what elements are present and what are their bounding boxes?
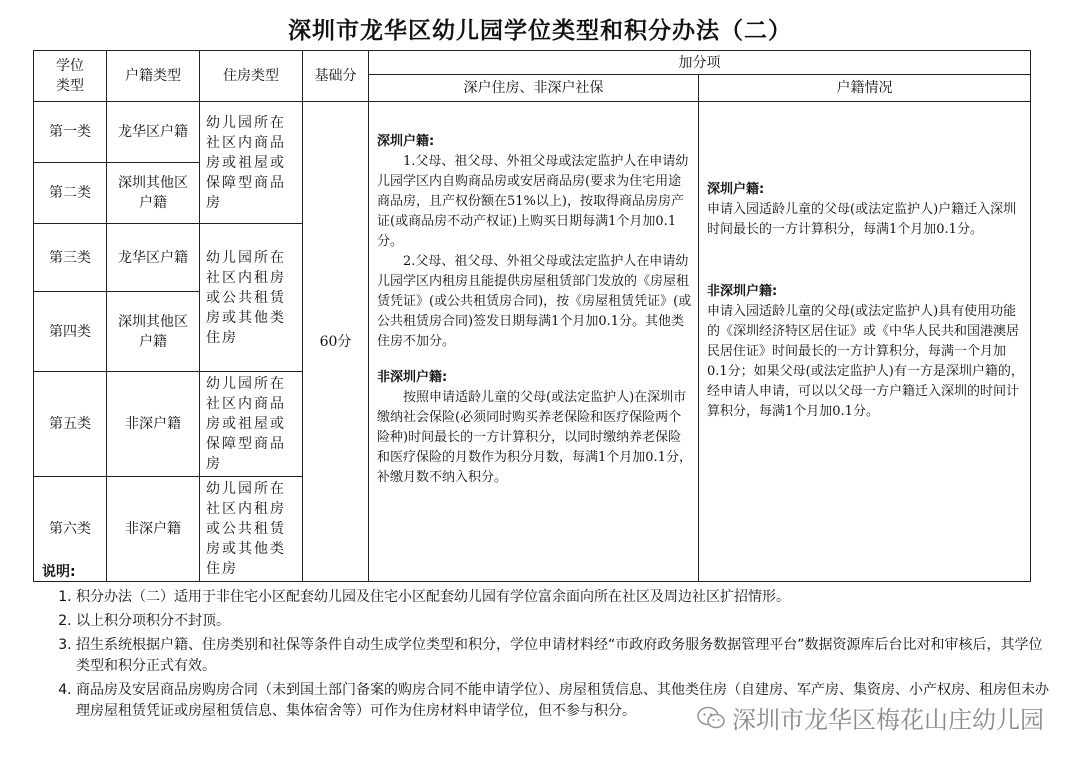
sz-title: 深圳户籍: <box>707 182 765 197</box>
note-item: 2. 以上积分项积分不封顶。 <box>76 611 1052 632</box>
base-score: 60分 <box>303 102 369 582</box>
row-type: 第二类 <box>34 163 107 224</box>
row-type: 第四类 <box>34 292 107 372</box>
wechat-icon <box>696 705 726 731</box>
housing-cell: 幼儿园所在社区内租房或公共租赁房或其他类住房 <box>200 224 303 372</box>
watermark <box>696 700 1044 735</box>
header-bonus: 加分项 <box>369 51 1031 75</box>
header-bonus-left: 深户住房、非深户社保 <box>369 75 699 102</box>
row-huji: 深圳其他区户籍 <box>107 163 200 224</box>
housing-cell: 幼儿园所在社区内商品房或祖屋或保障型商品房 <box>200 102 303 224</box>
header-base: 基础分 <box>303 51 369 102</box>
page-title: 深圳市龙华区幼儿园学位类型和积分办法（二） <box>288 18 792 44</box>
row-huji: 龙华区户籍 <box>107 224 200 292</box>
points-table <box>33 50 1031 582</box>
fsz-para: 按照申请适龄儿童的父母(或法定监护人)在深圳市缴纳社会保险(必须同时购买养老保险和医疗保险两个险种)时间最长的一方计算积分，以同时缴纳养老保险和医疗保险的月数作为积分月数，每满1个月加0.1分，补缴月数不纳入积分。 <box>377 390 692 485</box>
header-type: 学位类型 <box>34 51 107 102</box>
header-housing: 住房类型 <box>200 51 303 102</box>
sz-para-1: 1.父母、祖父母、外祖父母或法定监护人在申请幼儿园学区内自购商品房或安居商品房(要求为住宅用途商品房，且产权份额在51%以上)，按取得商品房房产证(或商品房不动产权证)上购买日期每满1个月加0.1分。 <box>377 154 689 249</box>
row-huji: 非深户籍 <box>107 372 200 477</box>
note-item: 3. 招生系统根据户籍、住房类别和社保等条件自动生成学位类型和积分，学位申请材料经“市政府政务服务数据管理平台”数据资源库后台比对和审核后，其学位类型和积分正式有效。 <box>76 635 1052 677</box>
row-type: 第六类 <box>34 477 107 582</box>
fsz-title: 非深圳户籍: <box>707 284 778 299</box>
notes-title: 说明: <box>42 564 76 580</box>
watermark-text: 深圳市龙华区梅花山庄幼儿园 <box>732 706 1044 734</box>
bonus-right-cell <box>699 102 1031 582</box>
header-bonus-right: 户籍情况 <box>699 75 1031 102</box>
row-huji: 非深户籍 <box>107 477 200 582</box>
note-item: 4. 商品房及安居商品房购房合同（未到国土部门备案的购房合同不能申请学位）、房屋租赁信息、其他类住房（自建房、军产房、集资房、小产权房、租房但未办理房屋租赁凭证或房屋租赁信息、集体宿舍等）可作为住房材料申请学位，但不参与积分。 <box>76 680 1052 722</box>
row-huji: 深圳其他区户籍 <box>107 292 200 372</box>
sz-para: 申请入园适龄儿童的父母(或法定监护人)户籍迁入深圳时间最长的一方计算积分，每满1个月加0.1分。 <box>707 202 1017 237</box>
row-huji: 龙华区户籍 <box>107 102 200 163</box>
fsz-para: 申请入园适龄儿童的父母(或法定监护人)具有使用功能的《深圳经济特区居住证》或《中华人民共和国港澳居民居住证》时间最长的一方计算积分，每满一个月加0.1分；如果父母(或法定监护人)有一方是深圳户籍的，经申请人申请，可以以父母一方户籍迁入深圳的时间计算积分，每满1个月加0.1分。 <box>707 304 1024 419</box>
row-type: 第五类 <box>34 372 107 477</box>
housing-cell: 幼儿园所在社区内商品房或祖屋或保障型商品房 <box>200 372 303 477</box>
header-huji: 户籍类型 <box>107 51 200 102</box>
row-type: 第一类 <box>34 102 107 163</box>
fsz-title: 非深圳户籍: <box>377 370 448 385</box>
note-item: 1. 积分办法（二）适用于非住宅小区配套幼儿园及住宅小区配套幼儿园有学位富余面向所在社区及周边社区扩招情形。 <box>76 587 1052 608</box>
sz-title: 深圳户籍: <box>377 134 435 149</box>
sz-para-2: 2.父母、祖父母、外祖父母或法定监护人在申请幼儿园学区内租房且能提供房屋租赁部门发放的《房屋租赁凭证》(或公共租赁房合同)，按《房屋租赁凭证》(或公共租赁房合同)签发日期每满1个月加0.1分。其他类住房不加分。 <box>377 254 692 349</box>
housing-cell: 幼儿园所在社区内租房或公共租赁房或其他类住房 <box>200 477 303 582</box>
row-type: 第三类 <box>34 224 107 292</box>
bonus-left-cell <box>369 102 699 582</box>
